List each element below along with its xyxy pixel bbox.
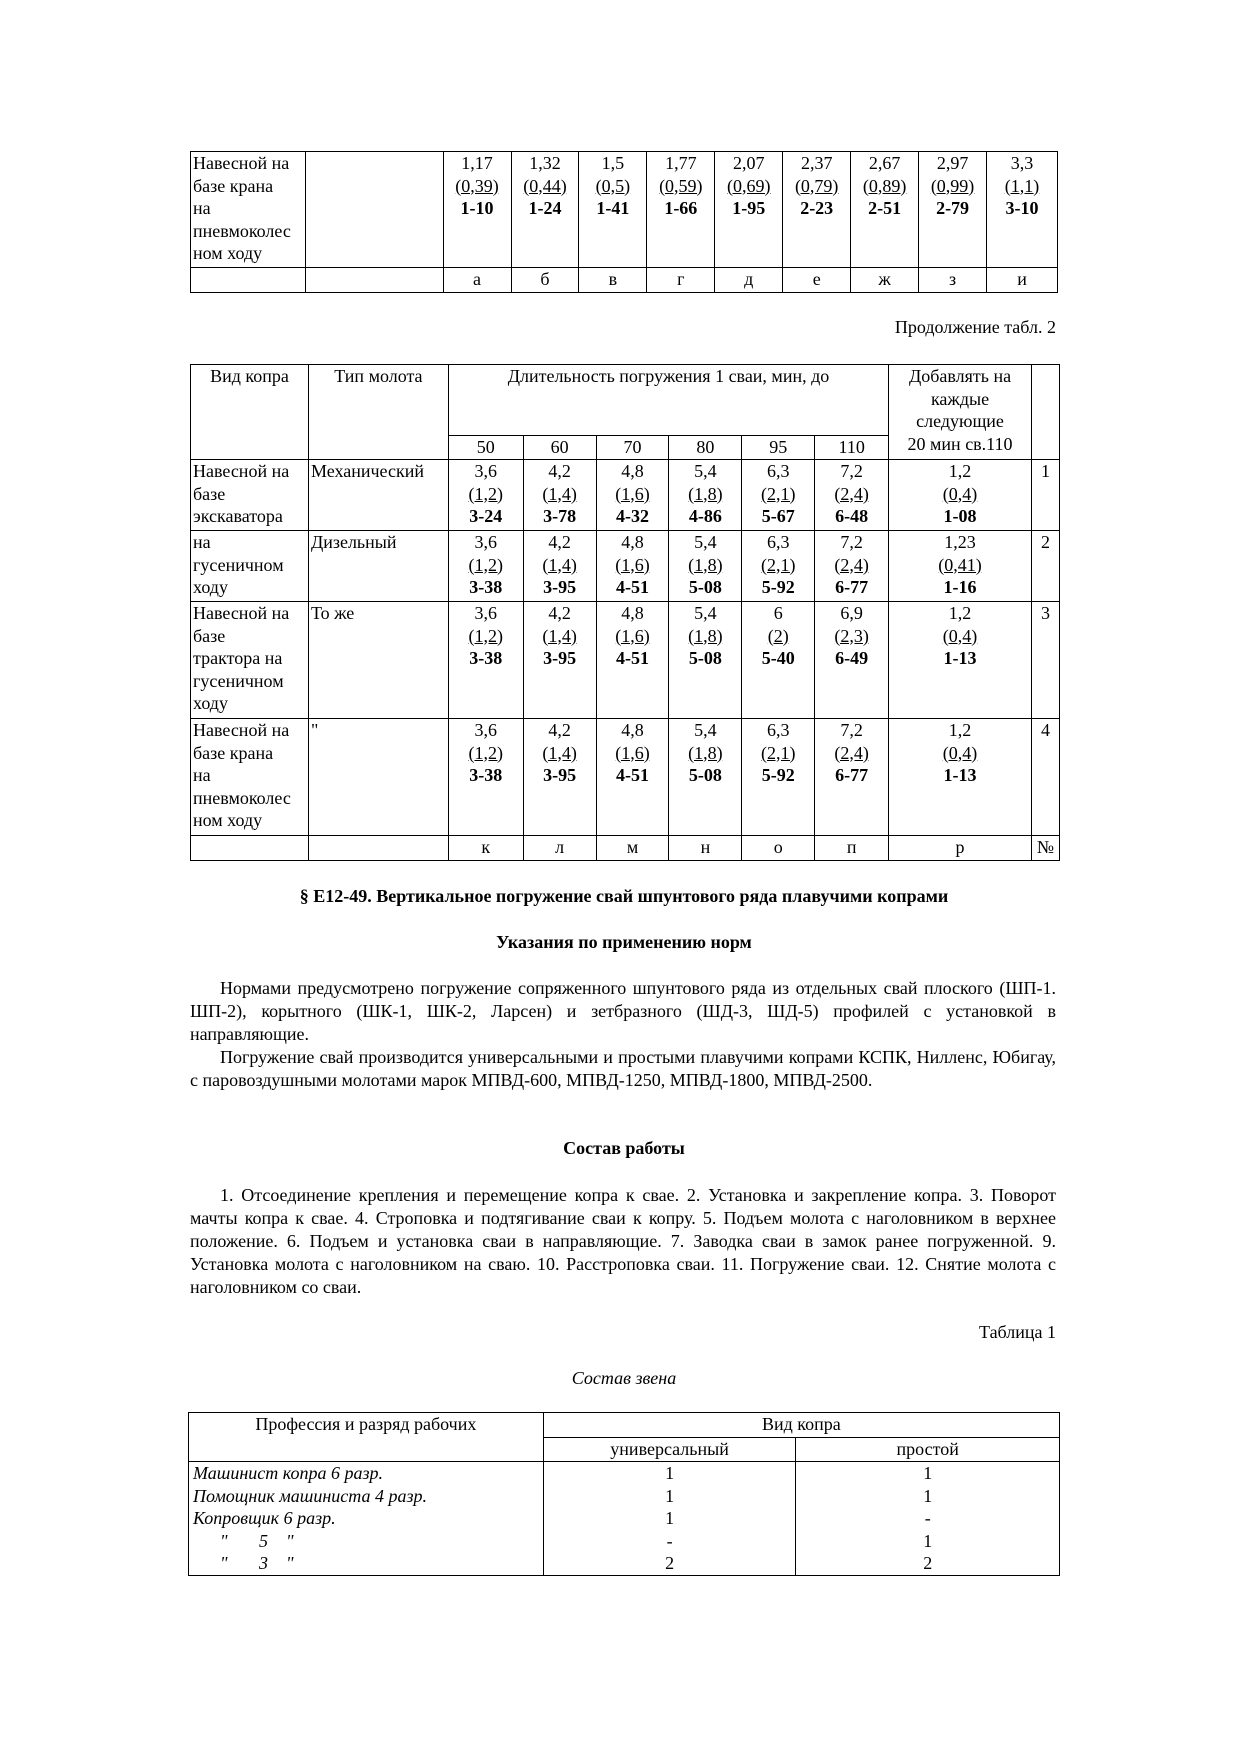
paragraph-norms-1: Нормами предусмотрено погружение сопряженного шпунтового ряда из отдельных свай плоского (ШП-1. ШП-2), корытного (ШК-1, ШК-2, Ларсен) и зетбразного (ШД-3, ШД-5) профилей с установкой в направляющие. [190,978,1056,1044]
norm-cell: 6,3 (2,1) 5-92 [742,719,815,836]
table-row [191,719,1060,836]
hammer-type-cell: Дизельный [308,531,448,602]
norm-cell: 3,6 (1,2) 3-38 [448,602,523,719]
profession-cell: " 3 " [189,1552,544,1575]
norm-cell: 4,2 (1,4) 3-95 [523,602,596,719]
norm-cell: 5,4 (1,8) 5-08 [669,719,742,836]
duration-col-header: 60 [523,436,596,460]
hammer-type-cell [305,152,443,268]
add-cell: 1,2 (0,4) 1-13 [889,719,1032,836]
norm-cell: 7,2 (2,4) 6-77 [815,531,889,602]
paragraph-work: 1. Отсоединение крепления и перемещение копра к свае. 2. Установка и закрепление копра. 3. Поворот мачты копра к свае. 4. Строповка и подтягивание сваи к копру. 5. Подъем молота с наголовником в верхнее положение. 6. Подъем и установка сваи в направляющие. 7. Заводка сваи в замок ранее погруженной. 9. Установка молота с наголовником на сваю. 10. Расстроповка сваи. 11. Погружение сваи. 12. Снятие молота с наголовником со сваи. [190,1185,1056,1297]
profession-cell: " 5 " [189,1530,544,1553]
norm-cell: 5,4 (1,8) 5-08 [669,531,742,602]
crew-table [188,1412,1060,1576]
column-letter: ж [851,268,919,293]
column-letter: д [715,268,783,293]
header-add: Добавлять на каждые следующие 20 мин св.110 [889,365,1032,460]
header-row [191,365,1060,436]
kopr-type-cell: Навесной на базе экскаватора [191,460,309,531]
column-letter: а [443,268,511,293]
header-kopr: Вид копра [191,365,309,460]
norm-cell: 4,8 (1,6) 4-51 [596,531,669,602]
add-cell: 1,23 (0,41) 1-16 [889,531,1032,602]
header-simple: простой [796,1438,1060,1462]
column-letter: е [783,268,851,293]
column-letter: к [448,836,523,861]
column-letter: г [647,268,715,293]
universal-cell: 1 [543,1507,796,1530]
table-row [189,1485,1060,1508]
table-row [191,602,1060,719]
duration-col-header: 95 [742,436,815,460]
subtitle-norms: Указания по применению норм [496,932,752,952]
column-letter: н [669,836,742,861]
row-number: 1 [1031,460,1059,531]
table-row [191,531,1060,602]
kopr-type-cell: Навесной на базе крана на пневмоколес ном ходу [191,152,306,268]
column-letter-row [191,268,1058,293]
universal-cell: 1 [543,1485,796,1508]
universal-cell: 2 [543,1552,796,1575]
duration-col-header: 110 [815,436,889,460]
header-num [1031,365,1059,460]
profession-cell: Помощник машиниста 4 разр. [189,1485,544,1508]
column-letter: № [1031,836,1059,861]
table1-label: Таблица 1 [979,1322,1056,1342]
header-universal: универсальный [543,1438,796,1462]
row-number: 2 [1031,531,1059,602]
norm-cell: 4,2 (1,4) 3-95 [523,531,596,602]
kopr-type-cell: Навесной на базе трактора на гусеничном ходу [191,602,309,719]
universal-cell: 1 [543,1462,796,1485]
column-letter-row [191,836,1060,861]
kopr-type-cell: на гусеничном ходу [191,531,309,602]
norm-cell: 2,67 (0,89) 2-51 [851,152,919,268]
norm-cell: 4,8 (1,6) 4-51 [596,602,669,719]
simple-cell: 1 [796,1485,1060,1508]
column-letter: р [889,836,1032,861]
column-letter: м [596,836,669,861]
norm-cell: 3,6 (1,2) 3-24 [448,460,523,531]
norm-cell: 3,6 (1,2) 3-38 [448,531,523,602]
norm-cell: 1,32 (0,44) 1-24 [511,152,579,268]
norm-cell: 2,07 (0,69) 1-95 [715,152,783,268]
simple-cell: 1 [796,1530,1060,1553]
profession-cell: Копровщик 6 разр. [189,1507,544,1530]
universal-cell: - [543,1530,796,1553]
add-cell: 1,2 (0,4) 1-08 [889,460,1032,531]
norm-cell: 6,3 (2,1) 5-67 [742,460,815,531]
duration-col-header: 80 [669,436,742,460]
norm-table-continued-top [190,151,1058,293]
duration-col-header: 70 [596,436,669,460]
column-letter: и [987,268,1058,293]
duration-col-header: 50 [448,436,523,460]
norm-cell: 4,8 (1,6) 4-32 [596,460,669,531]
norm-cell: 4,2 (1,4) 3-78 [523,460,596,531]
norm-cell: 1,5 (0,5) 1-41 [579,152,647,268]
paragraph-norms-2: Погружение свай производится универсальными и простыми плавучими копрами КСПК, Нилленс, Юбигау, с паровоздушными молотами марок МПВД-600, МПВД-1250, МПВД-1800, МПВД-2500. [190,1047,1056,1090]
column-letter: о [742,836,815,861]
norm-cell: 2,97 (0,99) 2-79 [919,152,987,268]
column-letter: в [579,268,647,293]
table-row [189,1552,1060,1575]
norm-cell: 1,77 (0,59) 1-66 [647,152,715,268]
column-letter: п [815,836,889,861]
header-profession: Профессия и разряд рабочих [189,1413,544,1462]
norm-cell: 6 (2) 5-40 [742,602,815,719]
header-kopr-type: Вид копра [543,1413,1059,1438]
hammer-type-cell: " [308,719,448,836]
table-row [189,1530,1060,1553]
norm-cell: 5,4 (1,8) 5-08 [669,602,742,719]
section-title: § Е12-49. Вертикальное погружение свай шпунтового ряда плавучими копрами [299,886,949,906]
column-letter: л [523,836,596,861]
norm-table-2-continued [190,364,1060,861]
table-row [189,1462,1060,1485]
norm-cell: 3,6 (1,2) 3-38 [448,719,523,836]
norm-cell: 2,37 (0,79) 2-23 [783,152,851,268]
add-cell: 1,2 (0,4) 1-13 [889,602,1032,719]
header-hammer: Тип молота [308,365,448,460]
norm-cell: 3,3 (1,1) 3-10 [987,152,1058,268]
table-row [191,460,1060,531]
hammer-type-cell: То же [308,602,448,719]
simple-cell: 2 [796,1552,1060,1575]
crew-title: Состав звена [571,1368,677,1388]
norm-cell: 1,17 (0,39) 1-10 [443,152,511,268]
norm-cell: 5,4 (1,8) 4-86 [669,460,742,531]
column-letter: з [919,268,987,293]
simple-cell: - [796,1507,1060,1530]
table-row [189,1507,1060,1530]
norm-cell: 4,8 (1,6) 4-51 [596,719,669,836]
header-row [189,1413,1060,1438]
norm-cell: 7,2 (2,4) 6-77 [815,719,889,836]
norm-cell: 6,9 (2,3) 6-49 [815,602,889,719]
norm-cell: 4,2 (1,4) 3-95 [523,719,596,836]
kopr-type-cell: Навесной на базе крана на пневмоколес ном ходу [191,719,309,836]
hammer-type-cell: Механический [308,460,448,531]
profession-cell: Машинист копра 6 разр. [189,1462,544,1485]
row-number: 3 [1031,602,1059,719]
column-letter: б [511,268,579,293]
header-duration: Длительность погружения 1 сваи, мин, до [448,365,888,436]
row-number: 4 [1031,719,1059,836]
subtitle-work: Состав работы [563,1138,685,1158]
norm-cell: 6,3 (2,1) 5-92 [742,531,815,602]
simple-cell: 1 [796,1462,1060,1485]
norm-cell: 7,2 (2,4) 6-48 [815,460,889,531]
table-row [191,152,1058,268]
continuation-label: Продолжение табл. 2 [894,317,1056,337]
